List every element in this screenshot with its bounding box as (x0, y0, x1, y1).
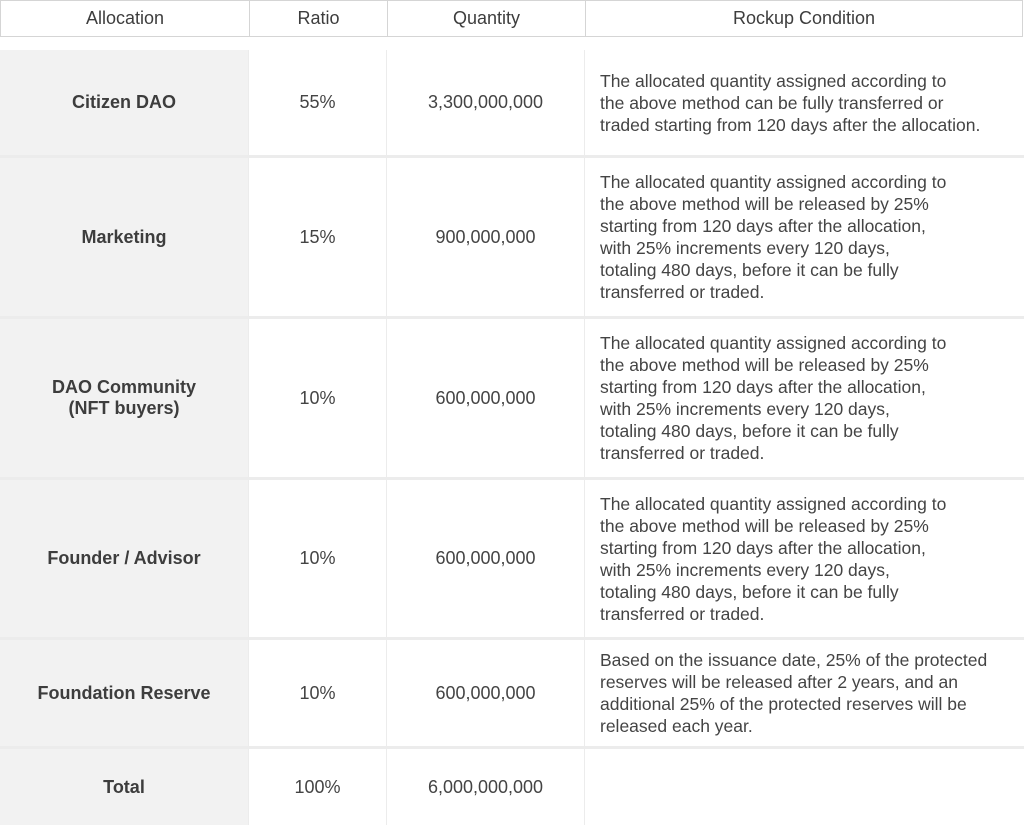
header-quantity: Quantity (388, 1, 586, 36)
allocation-label: Founder / Advisor (47, 548, 201, 568)
header-allocation: Allocation (1, 1, 250, 36)
allocation-cell (0, 50, 249, 155)
header-ratio: Ratio (250, 1, 388, 36)
quantity-cell: 600,000,000 (387, 480, 585, 637)
condition-cell (585, 749, 1024, 825)
ratio-cell: 15% (249, 158, 387, 316)
total-row (0, 749, 1024, 825)
allocation-cell (0, 158, 249, 316)
quantity-cell: 600,000,000 (387, 640, 585, 746)
allocation-table (0, 50, 1024, 825)
ratio-cell: 10% (249, 480, 387, 637)
quantity-cell: 600,000,000 (387, 319, 585, 477)
quantity-cell: 3,300,000,000 (387, 50, 585, 155)
ratio-cell: 55% (249, 50, 387, 155)
allocation-label: Citizen DAO (71, 92, 176, 112)
table-row (0, 319, 1024, 480)
allocation-cell (0, 749, 249, 825)
quantity-cell: 6,000,000,000 (387, 749, 585, 825)
allocation-label: Foundation Reserve (37, 682, 211, 703)
ratio-cell: 10% (249, 319, 387, 477)
allocation-cell (0, 480, 249, 637)
ratio-cell: 100% (249, 749, 387, 825)
table-row (0, 480, 1024, 640)
quantity-cell: 900,000,000 (387, 158, 585, 316)
table-row (0, 158, 1024, 319)
table-row (0, 50, 1024, 158)
header-rockup-condition: Rockup Condition (732, 8, 876, 28)
condition-cell: The allocated quantity assigned according to the above method can be fully transferred or traded starting from 120 days after the allocation. (600, 70, 981, 135)
condition-cell: The allocated quantity assigned according to the above method will be released by 25% starting from 120 days after the allocation, with 25% increments every 120 days, totaling 480 days, before it can be fully transferred or traded. (600, 172, 947, 302)
condition-cell: Based on the issuance date, 25% of the protected reserves will be released after 2 years, and an additional 25% of the protected reserves will be released each year. (600, 650, 988, 736)
table-row (0, 640, 1024, 749)
condition-cell: The allocated quantity assigned according to the above method will be released by 25% starting from 120 days after the allocation, with 25% increments every 120 days, totaling 480 days, before it can be fully transferred or traded. (600, 493, 947, 624)
table-header (0, 0, 1023, 37)
allocation-cell (0, 319, 249, 477)
ratio-cell: 10% (249, 640, 387, 746)
condition-cell: The allocated quantity assigned according to the above method will be released by 25% starting from 120 days after the allocation, with 25% increments every 120 days, totaling 480 days, before it can be fully transferred or traded. (600, 333, 947, 463)
allocation-label: Total (103, 776, 145, 797)
allocation-label: DAO Community (NFT buyers) (52, 377, 196, 418)
allocation-cell (0, 640, 249, 746)
allocation-label: Marketing (81, 226, 167, 247)
